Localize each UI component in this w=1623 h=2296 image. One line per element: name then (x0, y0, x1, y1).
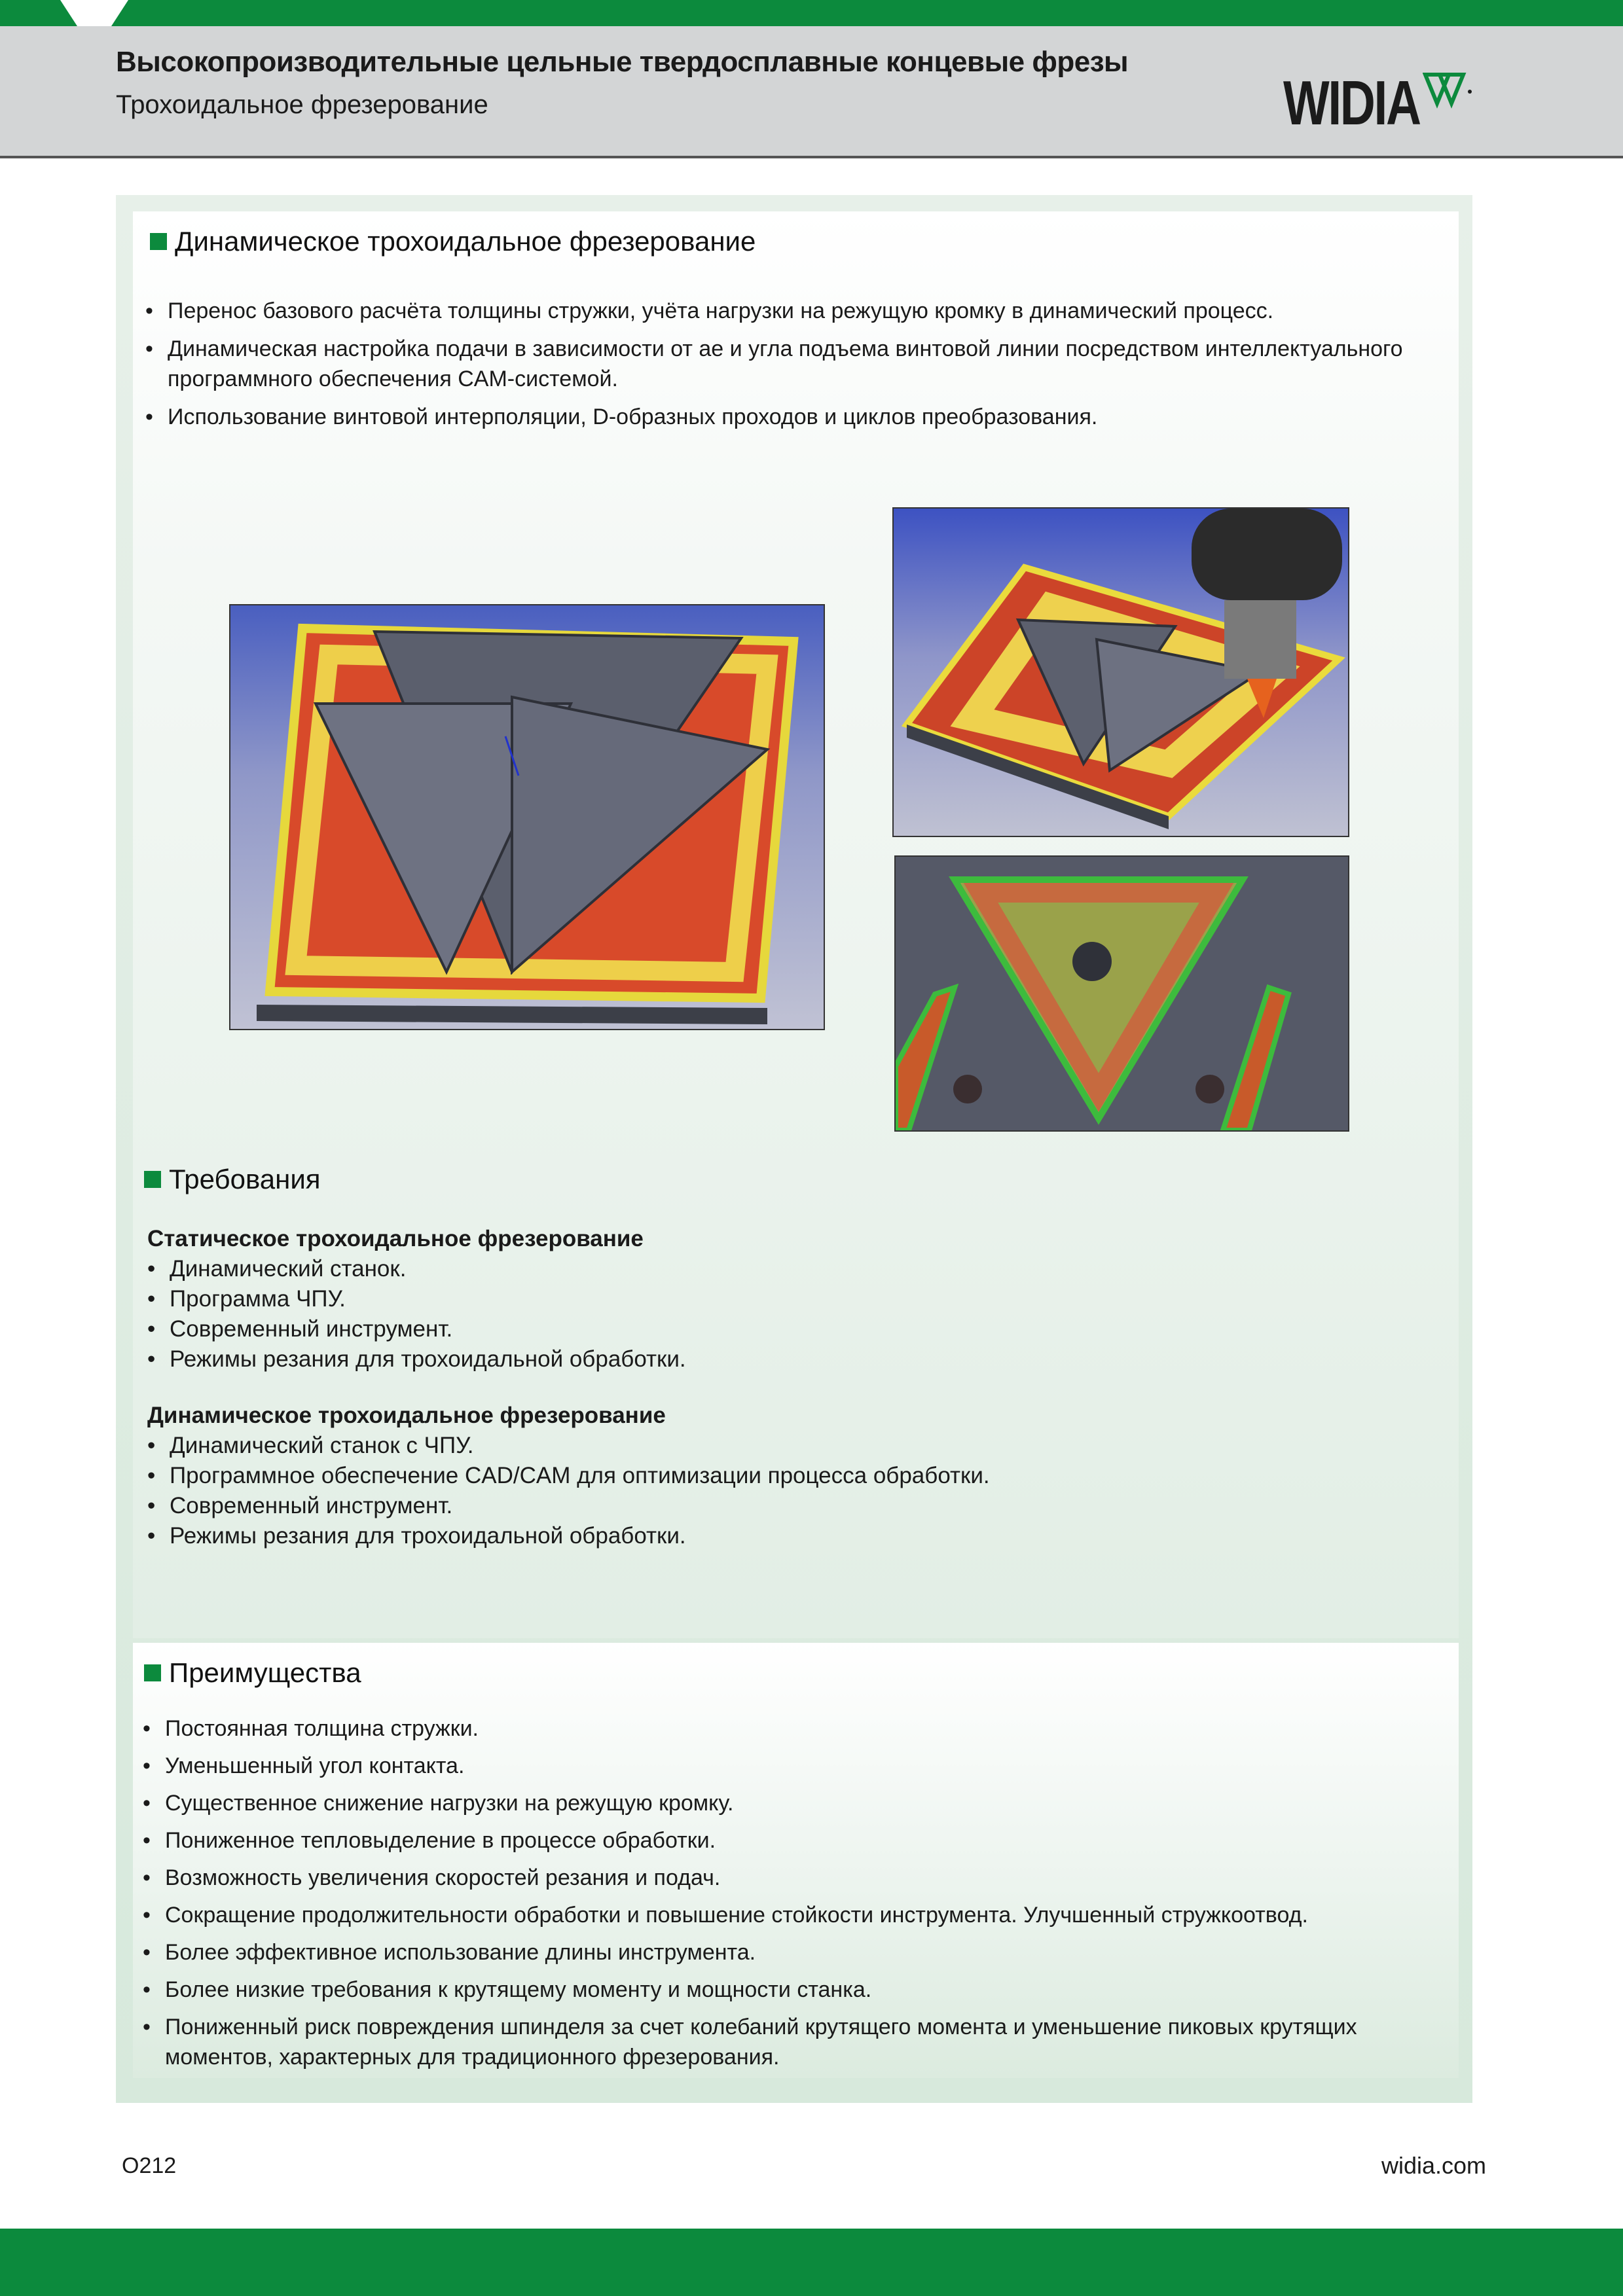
list-item: • Современный инструмент. (147, 1314, 1391, 1344)
list-item: • Программное обеспечение CAD/CAM для оптимизации процесса обработки. (147, 1461, 1391, 1491)
requirements-section-title: Требования (144, 1164, 321, 1195)
section-square-icon (150, 233, 167, 250)
list-item: • Пониженный риск повреждения шпинделя за счет колебаний крутящего момента и уменьшение пиковых крутящих моментов, характерных для традиционного фрезерования. (143, 2012, 1446, 2072)
list-item: • Программа ЧПУ. (147, 1284, 1391, 1314)
list-item: • Режимы резания для трохоидальной обработки. (147, 1521, 1391, 1551)
list-item: • Возможность увеличения скоростей резания и подач. (143, 1863, 1446, 1893)
list-item: • Динамический станок. (147, 1254, 1391, 1284)
benefits-list (143, 1713, 1446, 2079)
tool-machining-image (892, 507, 1349, 837)
dynamic-subtitle: Динамическое трохоидальное фрезерование (147, 1403, 666, 1428)
static-subtitle: Статическое трохоидальное фрезерование (147, 1226, 644, 1251)
page-subtitle: Трохоидальное фрезерование (116, 90, 488, 119)
list-item: • Постоянная толщина стружки. (143, 1713, 1446, 1744)
footer-url[interactable]: widia.com (1381, 2152, 1487, 2179)
widia-logo (1283, 68, 1480, 164)
logo-text: WIDIA (1283, 68, 1420, 138)
list-item: • Более низкие требования к крутящему моменту и мощности станка. (143, 1975, 1446, 2005)
list-item: • Уменьшенный угол контакта. (143, 1751, 1446, 1781)
bottom-green-bar (0, 2229, 1623, 2296)
dynamic-section-title: Динамическое трохоидальное фрезерование (150, 226, 756, 257)
pocket-top-view-image (894, 855, 1349, 1132)
logo-mark-icon (1423, 72, 1475, 111)
list-item: • Существенное снижение нагрузки на режущую кромку. (143, 1788, 1446, 1818)
top-green-bar (0, 0, 1623, 26)
page-code: O212 (122, 2153, 177, 2178)
page-title: Высокопроизводительные цельные твердосплавные концевые фрезы (116, 46, 1129, 78)
dynamic-requirements-list (147, 1431, 1391, 1551)
page-header (0, 26, 1623, 158)
list-item: • Пониженное тепловыделение в процессе обработки. (143, 1825, 1446, 1856)
toolpath-render-image-large (229, 604, 825, 1030)
requirements-static-block (147, 1224, 1391, 1374)
list-item: • Более эффективное использование длины инструмента. (143, 1937, 1446, 1967)
list-item: • Перенос базового расчёта толщины стружки, учёта нагрузки на режущую кромку в динамический процесс. (145, 296, 1442, 326)
list-item: • Использование винтовой интерполяции, D-образных проходов и циклов преобразования. (145, 402, 1442, 432)
static-requirements-list (147, 1254, 1391, 1374)
list-item: • Динамическая настройка подачи в зависимости от ae и угла подъема винтовой линии посредством интеллектуального программного обеспечения CAM-системой. (145, 334, 1442, 394)
list-item: • Современный инструмент. (147, 1491, 1391, 1521)
section-square-icon (144, 1171, 161, 1188)
section-square-icon (144, 1664, 161, 1681)
dynamic-bullet-list (145, 296, 1442, 440)
requirements-dynamic-block (147, 1401, 1391, 1551)
list-item: • Сокращение продолжительности обработки и повышение стойкости инструмента. Улучшенный стружкоотвод. (143, 1900, 1446, 1930)
list-item: • Динамический станок с ЧПУ. (147, 1431, 1391, 1461)
benefits-section-title: Преимущества (144, 1657, 361, 1689)
list-item: • Режимы резания для трохоидальной обработки. (147, 1344, 1391, 1374)
